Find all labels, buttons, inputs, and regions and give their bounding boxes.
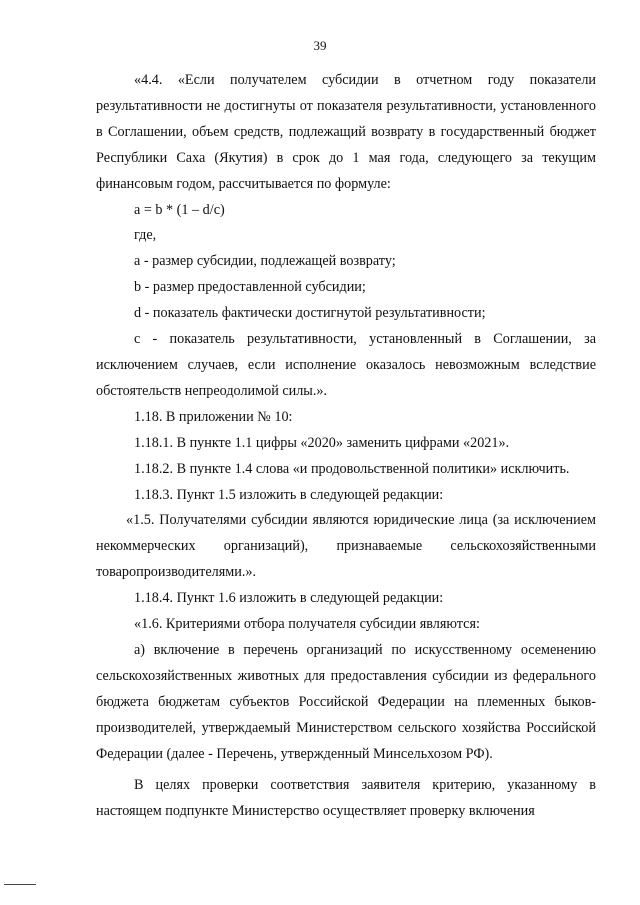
paragraph-1-5: «1.5. Получателями субсидии являются юридические лица (за исключением некоммерческих организаций), признаваемые сельскохозяйственными товаропроизводителями.». (96, 512, 596, 581)
page-number: 39 (313, 38, 327, 53)
paragraph-4-4: «4.4. «Если получателем субсидии в отчетном году показатели результативности не достигнуты от показателя результативности, установленного в Соглашении, объем средств, подлежащий возврату в государственный бюджет Республики Саха (Якутия) в срок до 1 мая года, следующего за текущим финансовым годом, рассчитывается по формуле: (96, 72, 596, 192)
page-corner-mark (4, 884, 36, 885)
paragraph-1-18-4: 1.18.4. Пункт 1.6 изложить в следующей редакции: (134, 590, 444, 607)
definition-b: b - размер предоставленной субсидии; (134, 279, 366, 296)
paragraph-1-18: 1.18. В приложении № 10: (134, 408, 293, 425)
paragraph-1-18-2: 1.18.2. В пункте 1.4 слова «и продовольственной политики» исключить. (134, 460, 570, 477)
definition-c: c - показатель результативности, установленный в Соглашении, за исключением случаев, если исполнение оказалось невозможным вследствие обстоятельств непреодолимой силы.». (96, 331, 596, 399)
paragraph-1-6-a: а) включение в перечень организаций по искусственному осеменению сельскохозяйственных животных для предоставления субсидии из федерального бюджета бюджетам субъектов Российской Федерации на племенных быков-производителей, утверждаемый Министерством сельского хозяйства Российской Федерации (далее - Перечень, утвержденный Минсельхозом РФ). (96, 641, 596, 762)
definition-d: d - показатель фактически достигнутой результативности; (134, 305, 486, 322)
document-body (96, 68, 596, 825)
paragraph-1-18-1: 1.18.1. В пункте 1.1 цифры «2020» заменить цифрами «2021». (134, 434, 510, 451)
paragraph-1-6: «1.6. Критериями отбора получателя субсидии являются: (134, 616, 480, 633)
paragraph-verification: В целях проверки соответствия заявителя критерию, указанному в настоящем подпункте Министерство осуществляет проверку включения (96, 777, 596, 820)
paragraph-1-18-3: 1.18.3. Пункт 1.5 изложить в следующей редакции: (134, 486, 444, 503)
definition-a: a - размер субсидии, подлежащей возврату; (134, 253, 396, 270)
paragraph-where: где, (134, 227, 157, 244)
formula: a = b * (1 – d/c) (134, 201, 225, 218)
